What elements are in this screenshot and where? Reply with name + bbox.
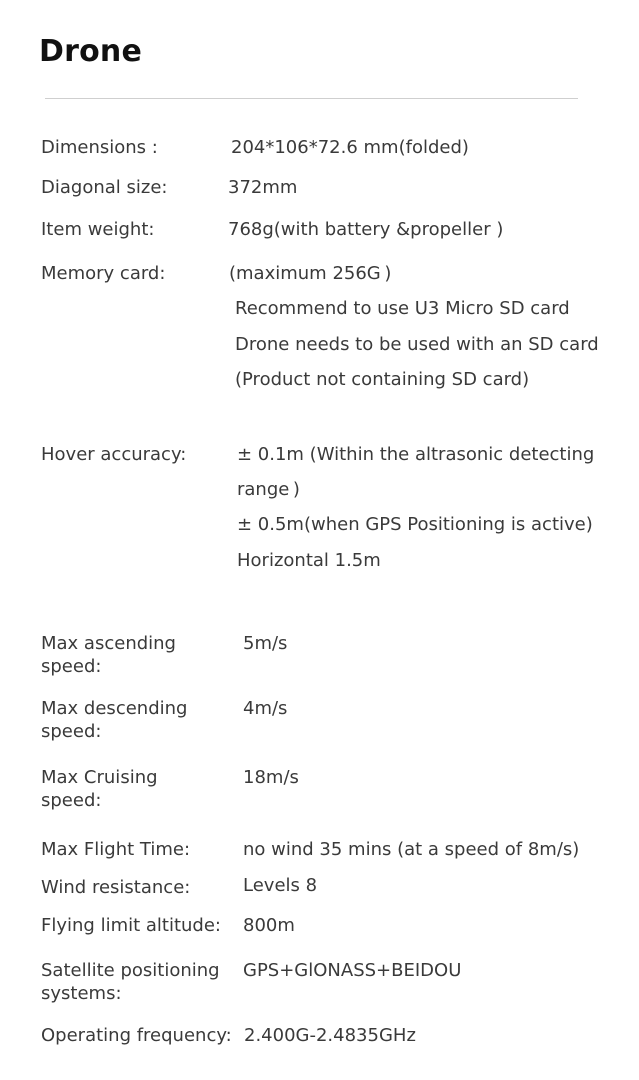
title-divider xyxy=(45,98,578,99)
operating-frequency-label: Operating frequency: xyxy=(41,1025,232,1046)
max-descending-value: 4m/s xyxy=(243,698,288,719)
max-ascending-label: Max ascending xyxy=(41,633,176,654)
memory-card-line: Drone needs to be used with an SD card xyxy=(235,334,599,355)
memory-card-line: (Product not containing SD card) xyxy=(235,369,530,390)
page-title: Drone xyxy=(39,34,143,69)
memory-card-line: (maximum 256G ) xyxy=(229,263,392,284)
item-weight-label: Item weight: xyxy=(41,219,155,240)
dimensions-label: Dimensions : xyxy=(41,137,158,158)
hover-accuracy-line: range ) xyxy=(237,479,300,500)
satellite-positioning-value: GPS+GlONASS+BEIDOU xyxy=(243,960,462,981)
memory-card-label: Memory card: xyxy=(41,263,166,284)
max-cruising-value: 18m/s xyxy=(243,767,299,788)
item-weight-value: 768g(with battery &propeller ) xyxy=(228,219,504,240)
max-descending-label: Max descending xyxy=(41,698,188,719)
memory-card-line: Recommend to use U3 Micro SD card xyxy=(235,298,570,319)
diagonal-size-label: Diagonal size: xyxy=(41,177,168,198)
max-cruising-label: speed: xyxy=(41,790,102,811)
dimensions-value: 204*106*72.6 mm(folded) xyxy=(231,137,469,158)
max-ascending-label: speed: xyxy=(41,656,102,677)
wind-resistance-label: Wind resistance: xyxy=(41,877,191,898)
hover-accuracy-label: Hover accuracy: xyxy=(41,444,187,465)
max-flight-time-value: no wind 35 mins (at a speed of 8m/s) xyxy=(243,839,580,860)
satellite-positioning-label: systems: xyxy=(41,983,122,1004)
operating-frequency-value: 2.400G-2.4835GHz xyxy=(244,1025,416,1046)
hover-accuracy-line: ± 0.5m(when GPS Positioning is active) xyxy=(237,514,593,535)
diagonal-size-value: 372mm xyxy=(228,177,298,198)
hover-accuracy-line: Horizontal 1.5m xyxy=(237,550,381,571)
wind-resistance-value: Levels 8 xyxy=(243,875,318,896)
hover-accuracy-line: ± 0.1m (Within the altrasonic detecting xyxy=(237,444,595,465)
max-descending-label: speed: xyxy=(41,721,102,742)
max-flight-time-label: Max Flight Time: xyxy=(41,839,191,860)
max-cruising-label: Max Cruising xyxy=(41,767,158,788)
satellite-positioning-label: Satellite positioning xyxy=(41,960,220,981)
max-ascending-value: 5m/s xyxy=(243,633,288,654)
flying-limit-altitude-label: Flying limit altitude: xyxy=(41,915,221,936)
flying-limit-altitude-value: 800m xyxy=(243,915,295,936)
